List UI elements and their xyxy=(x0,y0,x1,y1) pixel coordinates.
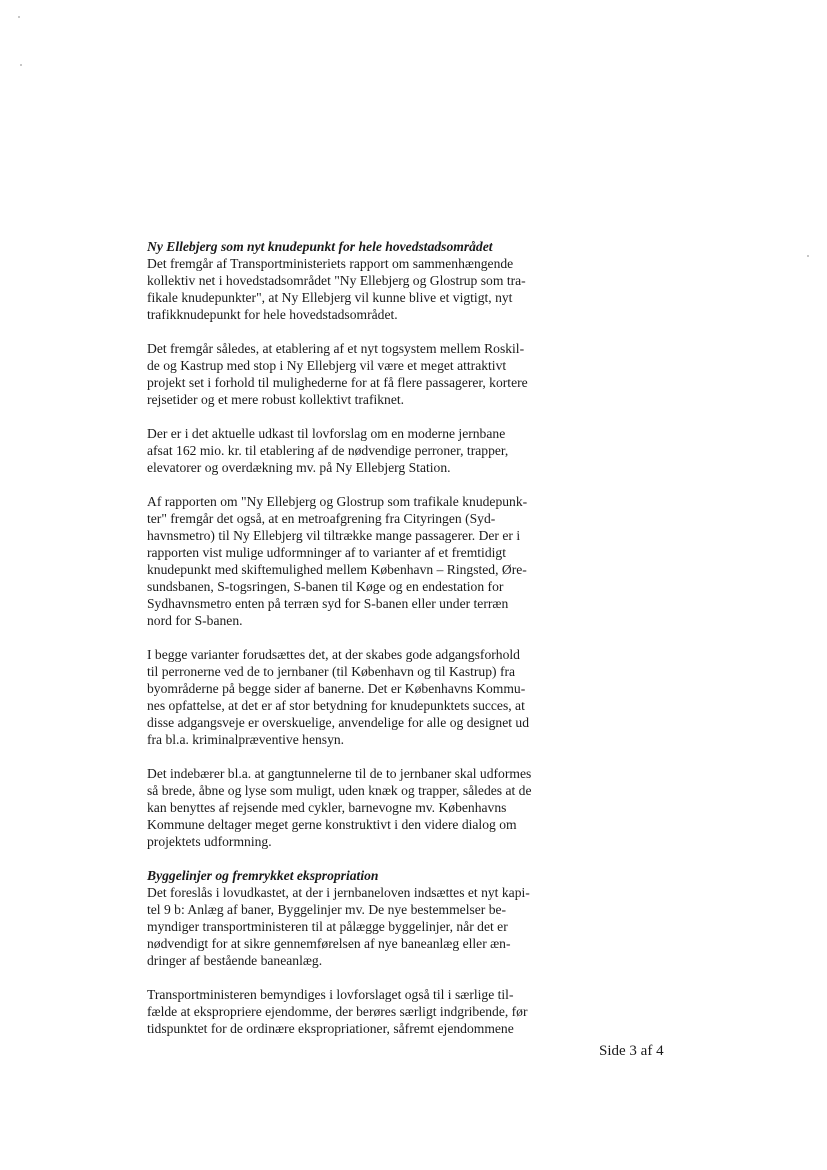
text-line: projekt set i forhold til mulighederne for at få flere passagerer, kortere xyxy=(147,375,528,390)
text-line: ter" fremgår det også, at en metroafgrening fra Cityringen (Syd- xyxy=(147,511,496,526)
text-line: rapporten vist mulige udformninger af to varianter af et fremtidigt xyxy=(147,545,506,560)
text-line: Transportministeren bemyndiges i lovforslaget også til i særlige til- xyxy=(147,987,514,1002)
paragraph xyxy=(147,493,572,629)
text-line: de og Kastrup med stop i Ny Ellebjerg vil være et meget attraktivt xyxy=(147,358,507,373)
text-line: tidspunktet for de ordinære ekspropriationer, såfremt ejendommene xyxy=(147,1021,514,1036)
text-line: Det fremgår således, at etablering af et nyt togsystem mellem Roskil- xyxy=(147,341,525,356)
text-line: nødvendigt for at sikre gennemførelsen af nye baneanlæg eller æn- xyxy=(147,936,511,951)
page-number: Side 3 af 4 xyxy=(599,1043,664,1059)
paragraph xyxy=(147,986,572,1037)
text-line: til perronerne ved de to jernbaner (til København og til Kastrup) fra xyxy=(147,664,516,679)
text-line: tel 9 b: Anlæg af baner, Byggelinjer mv. De nye bestemmelser be- xyxy=(147,902,507,917)
text-line: elevatorer og overdækning mv. på Ny Ellebjerg Station. xyxy=(147,460,451,475)
text-line: Der er i det aktuelle udkast til lovforslag om en moderne jernbane xyxy=(147,426,506,441)
text-line: Kommune deltager meget gerne konstruktivt i den videre dialog om xyxy=(147,817,517,832)
text-line: projektets udformning. xyxy=(147,834,272,849)
section-heading: Ny Ellebjerg som nyt knudepunkt for hele hovedstadsområdet xyxy=(147,239,493,254)
text-line: disse adgangsveje er overskuelige, anvendelige for alle og designet ud xyxy=(147,715,530,730)
text-line: Det indebærer bl.a. at gangtunnelerne til de to jernbaner skal udformes xyxy=(147,766,532,781)
text-line: kan benyttes af rejsende med cykler, barnevogne mv. Københavns xyxy=(147,800,507,815)
paragraph xyxy=(147,884,572,969)
section xyxy=(147,238,572,850)
text-line: rejsetider og et mere robust kollektivt trafiknet. xyxy=(147,392,405,407)
scan-speck xyxy=(807,255,809,257)
section xyxy=(147,867,572,1037)
text-line: dringer af bestående baneanlæg. xyxy=(147,953,323,968)
text-line: Det fremgår af Transportministeriets rapport om sammenhængende xyxy=(147,256,514,271)
text-line: havnsmetro) til Ny Ellebjerg vil tiltrække mange passagerer. Der er i xyxy=(147,528,521,543)
text-line: afsat 162 mio. kr. til etablering af de nødvendige perroner, trapper, xyxy=(147,443,509,458)
section-heading: Byggelinjer og fremrykket ekspropriation xyxy=(147,868,379,883)
text-line: så brede, åbne og lyse som muligt, uden knæk og trapper, således at de xyxy=(147,783,532,798)
text-line: Det foreslås i lovudkastet, at der i jernbaneloven indsættes et nyt kapi- xyxy=(147,885,530,900)
text-line: byområderne på begge sider af banerne. Det er Københavns Kommu- xyxy=(147,681,526,696)
text-line: kollektiv net i hovedstadsområdet "Ny Ellebjerg og Glostrup som tra- xyxy=(147,273,526,288)
text-line: I begge varianter forudsættes det, at der skabes gode adgangsforhold xyxy=(147,647,520,662)
scan-speck xyxy=(18,16,20,18)
paragraph xyxy=(147,255,572,323)
text-line: nes opfattelse, at det er af stor betydning for knudepunktets succes, at xyxy=(147,698,525,713)
text-line: myndiger transportministeren til at pålægge byggelinjer, når det er xyxy=(147,919,508,934)
paragraph xyxy=(147,765,572,850)
text-line: Sydhavnsmetro enten på terræn syd for S-banen eller under terræn xyxy=(147,596,509,611)
text-line: fælde at ekspropriere ejendomme, der berøres særligt indgribende, før xyxy=(147,1004,528,1019)
document-body xyxy=(147,238,572,1054)
paragraph xyxy=(147,425,572,476)
text-line: sundsbanen, S-togsringen, S-banen til Køge og en endestation for xyxy=(147,579,504,594)
text-line: knudepunkt med skiftemulighed mellem København – Ringsted, Øre- xyxy=(147,562,527,577)
text-line: nord for S-banen. xyxy=(147,613,243,628)
scan-speck xyxy=(20,64,22,66)
text-line: trafikknudepunkt for hele hovedstadsområdet. xyxy=(147,307,398,322)
text-line: fra bl.a. kriminalpræventive hensyn. xyxy=(147,732,345,747)
text-line: Af rapporten om "Ny Ellebjerg og Glostrup som trafikale knudepunk- xyxy=(147,494,528,509)
text-line: fikale knudepunkter", at Ny Ellebjerg vil kunne blive et vigtigt, nyt xyxy=(147,290,513,305)
paragraph xyxy=(147,340,572,408)
paragraph xyxy=(147,646,572,748)
